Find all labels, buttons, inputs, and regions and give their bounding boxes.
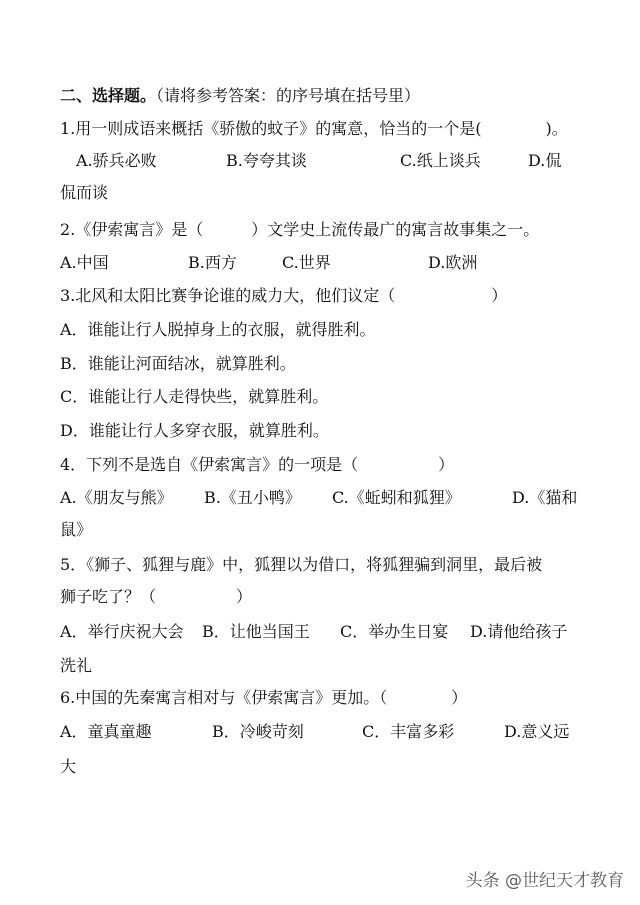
question-1-option-a: A.骄兵必败 xyxy=(76,151,157,170)
question-1-option-c: C.纸上谈兵 xyxy=(400,151,481,170)
question-3-option-b: B．谁能让河面结冰，就算胜利。 xyxy=(60,354,296,373)
question-2-option-b: B.西方 xyxy=(188,253,237,272)
question-5-stem-continuation: 狮子吃了？（ ） xyxy=(60,587,253,606)
question-3-stem: 3.北风和太阳比赛争论谁的威力大，他们议定（ ） xyxy=(60,286,508,305)
question-6-option-d: D.意义远 xyxy=(504,722,570,741)
question-4-option-a: A.《朋友与熊》 xyxy=(60,488,173,507)
question-3-option-c: C．谁能让行人走得快些，就算胜利。 xyxy=(60,387,329,406)
section-heading-text: 二、选择题。 xyxy=(60,86,157,105)
question-6-stem: 6.中国的先秦寓言相对与《伊索寓言》更加。（ ） xyxy=(60,688,468,707)
question-6-option-a: A．童真童趣 xyxy=(60,722,152,741)
question-2-option-d: D.欧洲 xyxy=(428,253,478,272)
question-5-stem: 5．《狮子、狐狸与鹿》中，狐狸以为借口，将狐狸骗到洞里，最后被 xyxy=(60,555,543,574)
question-5-continuation: 洗礼 xyxy=(60,656,93,675)
question-4-option-d: D.《猫和 xyxy=(512,488,578,507)
question-5-option-d: D.请他给孩子 xyxy=(470,622,568,641)
question-1-continuation: 侃而谈 xyxy=(60,183,109,202)
question-5-option-c: C．举办生日宴 xyxy=(340,622,449,641)
question-2-stem: 2.《伊索寓言》是（ ）文学史上流传最广的寓言故事集之一。 xyxy=(60,220,540,239)
watermark-text: 头条 @世纪天才教育 xyxy=(465,871,624,891)
question-1-stem: 1.用一则成语来概括《骄傲的蚊子》的寓意，恰当的一个是( )。 xyxy=(60,119,568,138)
question-2-option-c: C.世界 xyxy=(282,253,331,272)
question-5-option-b: B．让他当国王 xyxy=(202,622,310,641)
question-4-option-b: B.《丑小鸭》 xyxy=(204,488,301,507)
question-3-option-a: A．谁能让行人脱掉身上的衣服，就得胜利。 xyxy=(60,320,376,339)
question-4-stem: 4．下列不是选自《伊索寓言》的一项是（ ） xyxy=(60,455,455,474)
question-6-option-b: B．冷峻苛刻 xyxy=(212,722,304,741)
question-1-option-b: B.夸夸其谈 xyxy=(226,151,307,170)
section-note: （请将参考答案：的序号填在括号里） xyxy=(156,86,421,105)
question-5-option-a: A．举行庆祝大会 xyxy=(60,622,184,641)
question-4-option-c: C.《蚯蚓和狐狸》 xyxy=(332,488,461,507)
question-4-continuation: 鼠》 xyxy=(60,520,93,539)
question-6-option-c: C．丰富多彩 xyxy=(362,722,455,741)
section-heading xyxy=(60,86,420,106)
question-6-continuation: 大 xyxy=(60,757,77,776)
question-1-option-d: D.侃 xyxy=(528,151,562,170)
question-2-option-a: A.中国 xyxy=(60,253,109,272)
question-3-option-d: D．谁能让行人多穿衣服，就算胜利。 xyxy=(60,421,329,440)
